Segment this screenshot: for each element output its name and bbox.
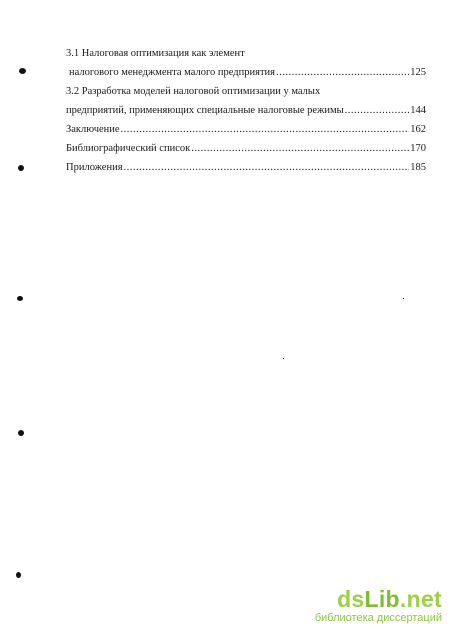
scan-speck xyxy=(403,298,404,299)
toc-entry-bibliography-page: 170 xyxy=(410,143,426,154)
toc-entry-3-1-page: 125 xyxy=(410,67,426,78)
scan-mark xyxy=(19,68,26,74)
toc-entry-3-2-title: 3.2 Разработка моделей налоговой оптимизации у малых xyxy=(66,86,321,97)
toc-entry-3-2 xyxy=(66,101,426,120)
toc-entry-3-1 xyxy=(66,63,426,82)
toc-entry-bibliography xyxy=(66,139,426,158)
leader-dots xyxy=(124,158,410,177)
watermark-logo: dsLib.net xyxy=(337,586,442,612)
leader-dots xyxy=(276,63,409,82)
watermark-subtitle: библиотека диссертаций xyxy=(314,612,442,624)
scan-mark xyxy=(18,165,24,171)
toc-entry-appendices xyxy=(66,158,426,177)
scan-mark xyxy=(17,296,23,301)
toc-entry-appendices-page: 185 xyxy=(410,162,426,173)
toc-entry-3-2-page: 144 xyxy=(410,105,426,116)
scan-speck xyxy=(283,358,284,359)
leader-dots xyxy=(345,101,410,120)
toc-entry-bibliography-text: Библиографический список xyxy=(66,143,191,154)
toc-entry-3-2-text: предприятий, применяющих специальные налоговые режимы xyxy=(66,105,344,116)
toc-entry-conclusion-page: 162 xyxy=(410,124,426,135)
leader-dots xyxy=(121,120,410,139)
table-of-contents xyxy=(66,44,426,177)
toc-entry-3-1-title: 3.1 Налоговая оптимизация как элемент xyxy=(66,48,245,59)
toc-entry-conclusion-text: Заключение xyxy=(66,124,120,135)
watermark xyxy=(315,587,442,624)
toc-entry-3-1-text: налогового менеджмента малого предприятия xyxy=(69,67,276,78)
toc-entry-conclusion xyxy=(66,120,426,139)
leader-dots xyxy=(191,139,409,158)
scan-mark xyxy=(18,430,24,436)
scan-mark xyxy=(16,572,21,578)
toc-entry-appendices-text: Приложения xyxy=(66,162,123,173)
